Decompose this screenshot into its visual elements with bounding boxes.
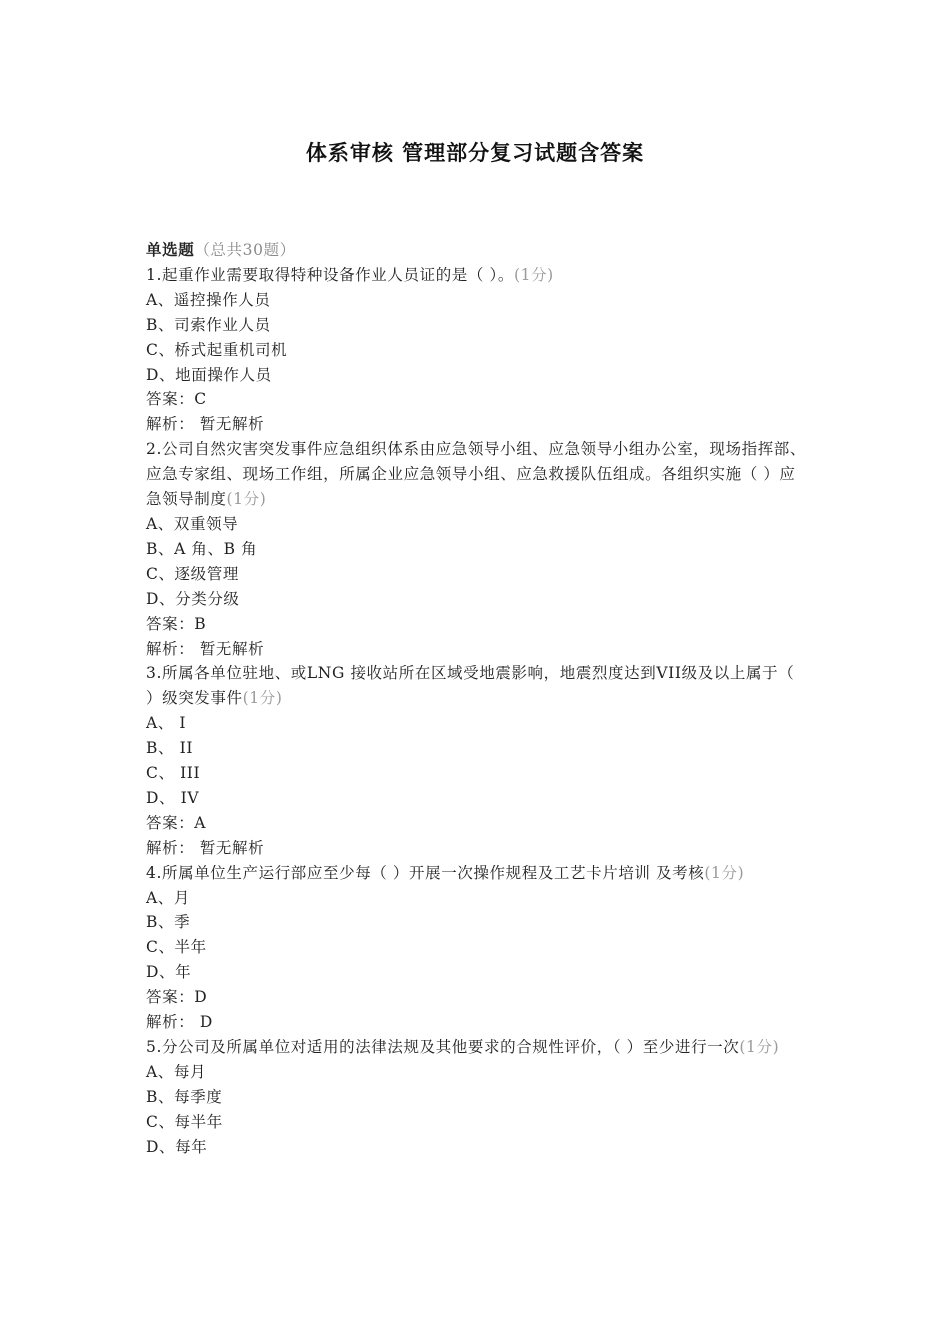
question-stem-text: 3.所属各单位驻地、或LNG 接收站所在区域受地震影响，地震烈度达到VII级及以上属于（ ）级突发事件 [146, 664, 795, 708]
section-label: 单选题 [146, 240, 195, 259]
option-b: B、司索作业人员 [146, 315, 271, 334]
option-a: A、月 [146, 888, 190, 907]
question-2 [146, 437, 806, 661]
document-title: 体系审核 管理部分复习试题含答案 [305, 140, 645, 165]
option-c: C、半年 [146, 938, 207, 957]
question-stem [146, 437, 806, 512]
question-stem-text: 5.分公司及所属单位对适用的法律法规及其他要求的合规性评价，（ ）至少进行一次 [146, 1038, 740, 1056]
answer: 答案：C [146, 390, 207, 409]
option-d: D、地面操作人员 [146, 365, 272, 384]
question-3 [146, 661, 806, 860]
analysis: 解析： 暂无解析 [146, 639, 265, 658]
question-score: (1分) [242, 689, 283, 708]
option-a: A、遥控操作人员 [146, 290, 271, 309]
option-c: C、桥式起重机司机 [146, 340, 288, 359]
answer: 答案：B [146, 614, 207, 633]
question-stem [146, 861, 806, 886]
section-count: （总共30题） [194, 241, 296, 259]
answer: 答案：A [146, 813, 207, 832]
question-stem-text: 2.公司自然灾害突发事件应急组织体系由应急领导小组、应急领导小组办公室，现场指挥部、应急专家组、现场工作组，所属企业应急领导小组、应急救援队伍组成。各组织实施（ ）应急领导制度 [146, 440, 806, 509]
question-score: (1分) [739, 1038, 780, 1056]
question-4 [146, 861, 806, 1035]
question-stem [146, 1035, 806, 1060]
question-5 [146, 1035, 806, 1160]
question-stem-text: 1.起重作业需要取得特种设备作业人员证的是（ ）。 [146, 265, 514, 284]
question-stem [146, 661, 806, 711]
question-stem [146, 263, 806, 288]
answer: 答案：D [146, 988, 208, 1007]
option-c: C、 III [146, 764, 201, 783]
section-heading [146, 238, 806, 263]
option-d: D、分类分级 [146, 589, 240, 608]
question-list [146, 238, 806, 1160]
option-d: D、每年 [146, 1137, 208, 1156]
question-score: (1分) [513, 265, 554, 284]
option-b: B、季 [146, 913, 191, 932]
analysis: 解析： D [146, 1013, 213, 1032]
question-1 [146, 263, 806, 437]
option-a: A、 I [146, 714, 187, 733]
analysis: 解析： 暂无解析 [146, 838, 265, 857]
option-c: C、逐级管理 [146, 564, 239, 583]
option-c: C、每半年 [146, 1112, 223, 1131]
question-score: (1分) [226, 490, 267, 509]
option-a: A、每月 [146, 1062, 207, 1081]
option-d: D、年 [146, 963, 192, 982]
option-d: D、 IV [146, 788, 200, 807]
option-b: B、每季度 [146, 1087, 223, 1106]
analysis: 解析： 暂无解析 [146, 415, 265, 434]
option-b: B、A 角、B 角 [146, 539, 258, 558]
question-stem-text: 4.所属单位生产运行部应至少每（ ）开展一次操作规程及工艺卡片培训 及考核 [146, 863, 705, 882]
question-score: (1分) [704, 863, 745, 882]
option-b: B、 II [146, 739, 194, 758]
option-a: A、双重领导 [146, 514, 239, 533]
